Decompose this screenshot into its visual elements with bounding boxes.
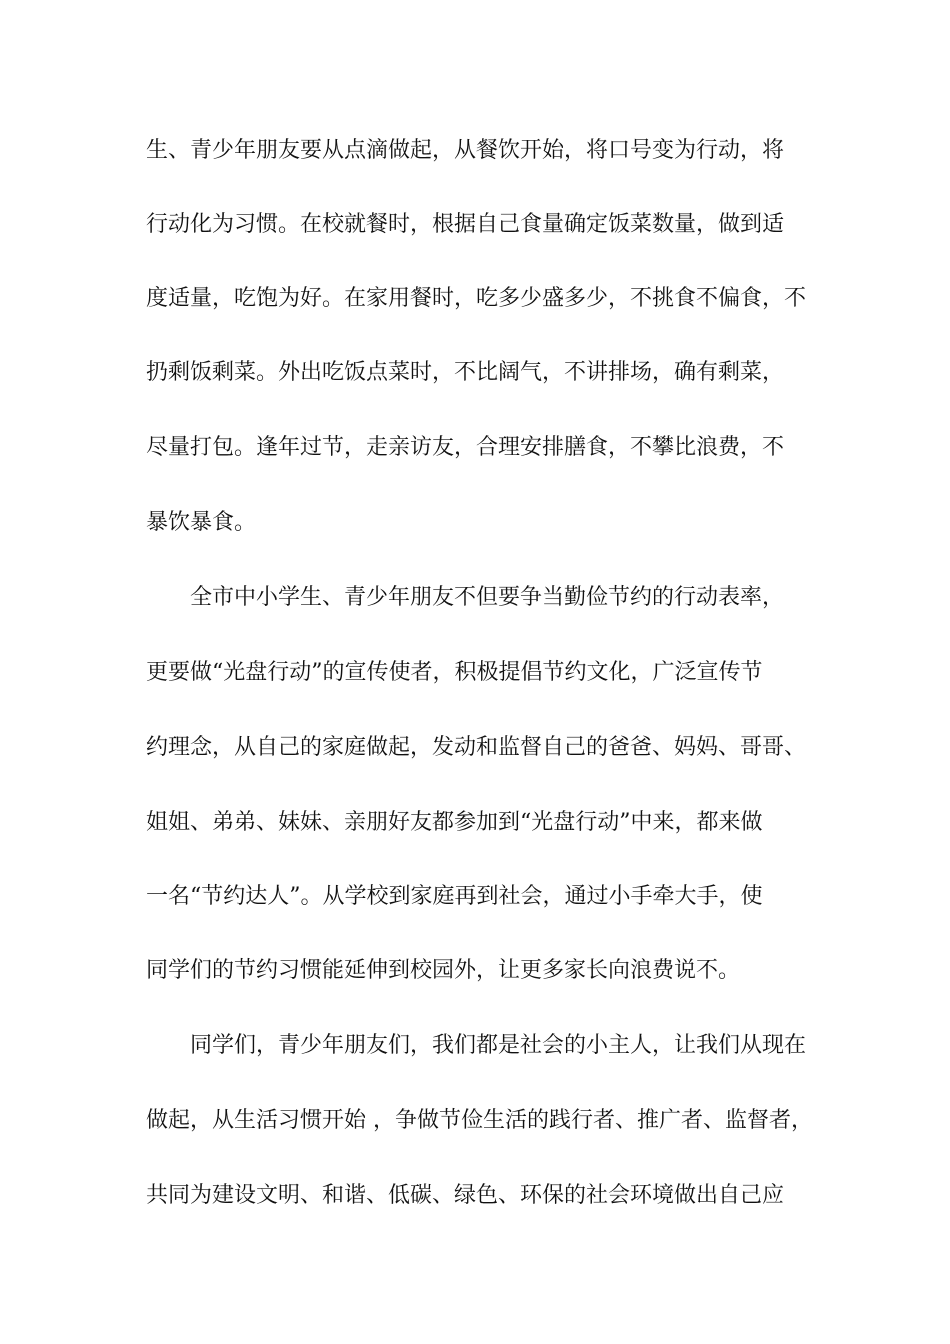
text-line: 做起，从生活习惯开始 ，争做节俭生活的践行者、推广者、监督者， <box>146 1108 813 1133</box>
text-line: 姐姐、弟弟、妹妹、亲朋好友都参加到“光盘行动”中来，都来做 <box>146 810 763 835</box>
text-line: 暴饮暴食。 <box>146 510 257 535</box>
text-line: 同学们的节约习惯能延伸到校园外，让更多家长向浪费说不。 <box>146 958 741 983</box>
text-line: 生、青少年朋友要从点滴做起，从餐饮开始，将口号变为行动，将 <box>146 138 785 163</box>
text-line: 一名“节约达人”。从学校到家庭再到社会，通过小手牵大手，使 <box>146 884 763 909</box>
text-line: 尽量打包。逢年过节，走亲访友，合理安排膳食，不攀比浪费，不 <box>146 435 785 460</box>
paragraph-first-line: 全市中小学生、青少年朋友不但要争当勤俭节约的行动表率， <box>190 585 785 610</box>
text-line: 更要做“光盘行动”的宣传使者，积极提倡节约文化，广泛宣传节 <box>146 660 763 685</box>
text-line: 约理念，从自己的家庭做起，发动和监督自己的爸爸、妈妈、哥哥、 <box>146 735 807 760</box>
text-line: 行动化为习惯。在校就餐时，根据自己食量确定饭菜数量，做到适 <box>146 212 785 237</box>
text-line: 共同为建设文明、和谐、低碳、绿色、环保的社会环境做出自己应 <box>146 1183 785 1208</box>
paragraph-first-line: 同学们，青少年朋友们，我们都是社会的小主人，让我们从现在 <box>190 1033 807 1058</box>
text-line: 扔剩饭剩菜。外出吃饭点菜时，不比阔气，不讲排场，确有剩菜， <box>146 360 785 385</box>
text-line: 度适量，吃饱为好。在家用餐时，吃多少盛多少，不挑食不偏食，不 <box>146 286 807 311</box>
